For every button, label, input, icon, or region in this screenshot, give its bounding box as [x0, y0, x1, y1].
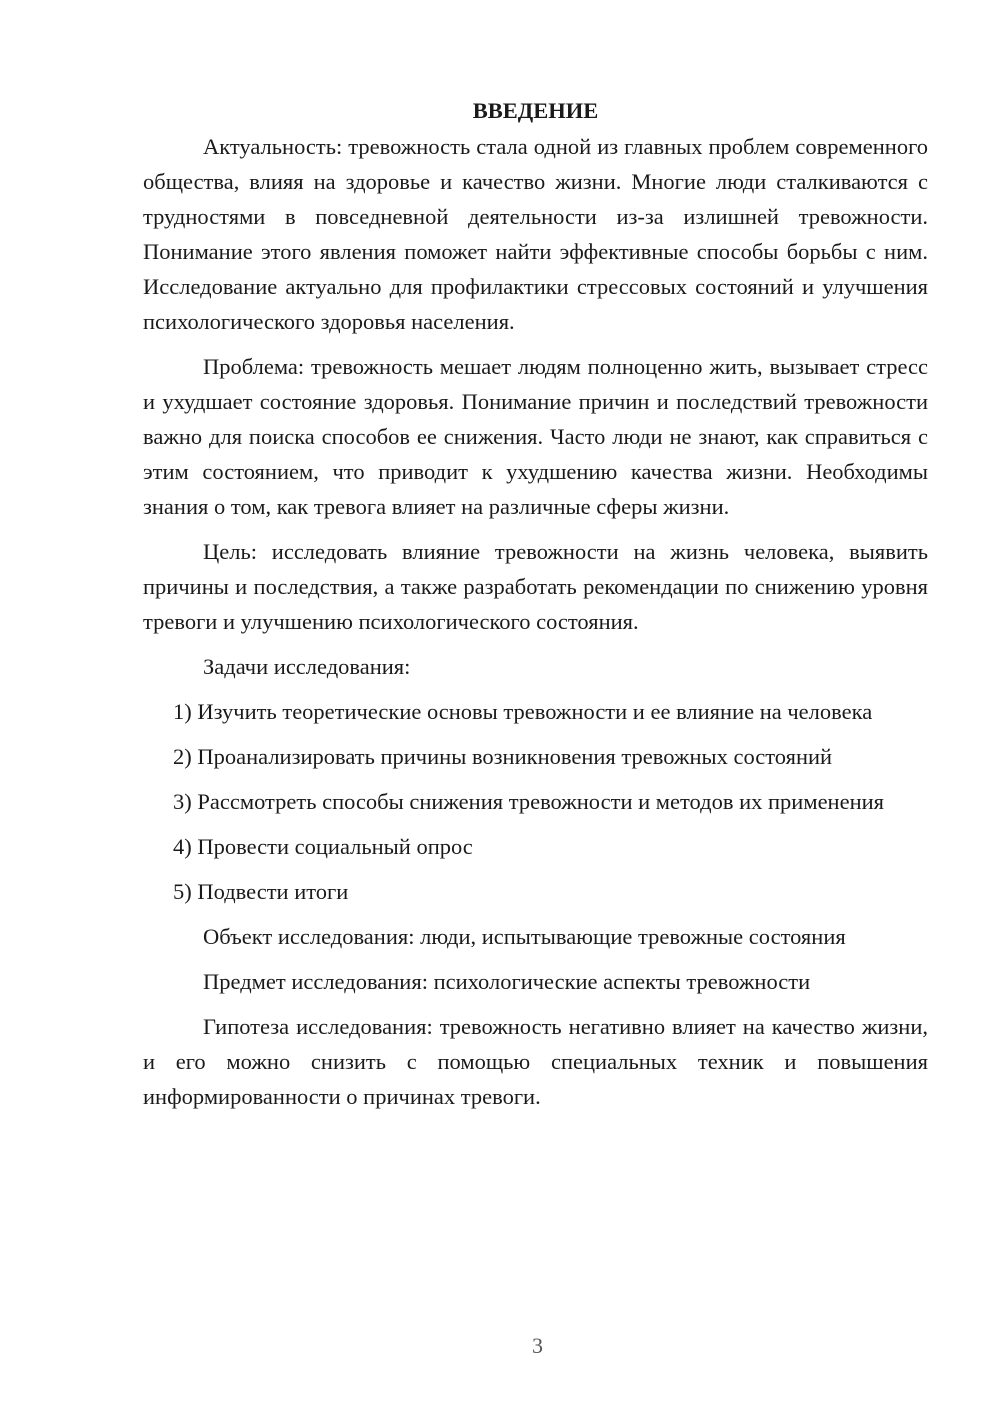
- page-number: 3: [532, 1333, 543, 1358]
- task-item-2: 2) Проанализировать причины возникновения тревожных состояний: [173, 744, 833, 769]
- page-title: ВВЕДЕНИЕ: [472, 98, 599, 123]
- tasks-heading: Задачи исследования:: [203, 654, 411, 679]
- task-item-3: 3) Рассмотреть способы снижения тревожности и методов их применения: [173, 789, 885, 814]
- subject-paragraph: Предмет исследования: психологические аспекты тревожности: [203, 969, 811, 994]
- goal-paragraph: Цель: исследовать влияние тревожности на жизнь человека, выявить причины и последствия, а также разработать рекомендации по снижению уровня тревоги и улучшению психологического состояния.: [143, 539, 928, 634]
- object-paragraph: Объект исследования: люди, испытывающие тревожные состояния: [203, 924, 846, 949]
- document-body: [143, 93, 928, 1124]
- task-item-5: 5) Подвести итоги: [173, 879, 349, 904]
- task-item-4: 4) Провести социальный опрос: [173, 834, 473, 859]
- relevance-paragraph: Актуальность: тревожность стала одной из главных проблем современного общества, влияя на здоровье и качество жизни. Многие люди сталкиваются с трудностями в повседневной деятельности из-за излишней тревожности. Понимание этого явления поможет найти эффективные способы борьбы с ним. Исследование актуально для профилактики стрессовых состояний и улучшения психологического здоровья населения.: [143, 134, 928, 334]
- task-item-1: 1) Изучить теоретические основы тревожности и ее влияние на человека: [173, 699, 873, 724]
- hypothesis-paragraph: Гипотеза исследования: тревожность негативно влияет на качество жизни, и его можно снизить с помощью специальных техник и повышения информированности о причинах тревоги.: [143, 1014, 928, 1109]
- problem-paragraph: Проблема: тревожность мешает людям полноценно жить, вызывает стресс и ухудшает состояние здоровья. Понимание причин и последствий тревожности важно для поиска способов ее снижения. Часто люди не знают, как справиться с этим состоянием, что приводит к ухудшению качества жизни. Необходимы знания о том, как тревога влияет на различные сферы жизни.: [143, 354, 928, 519]
